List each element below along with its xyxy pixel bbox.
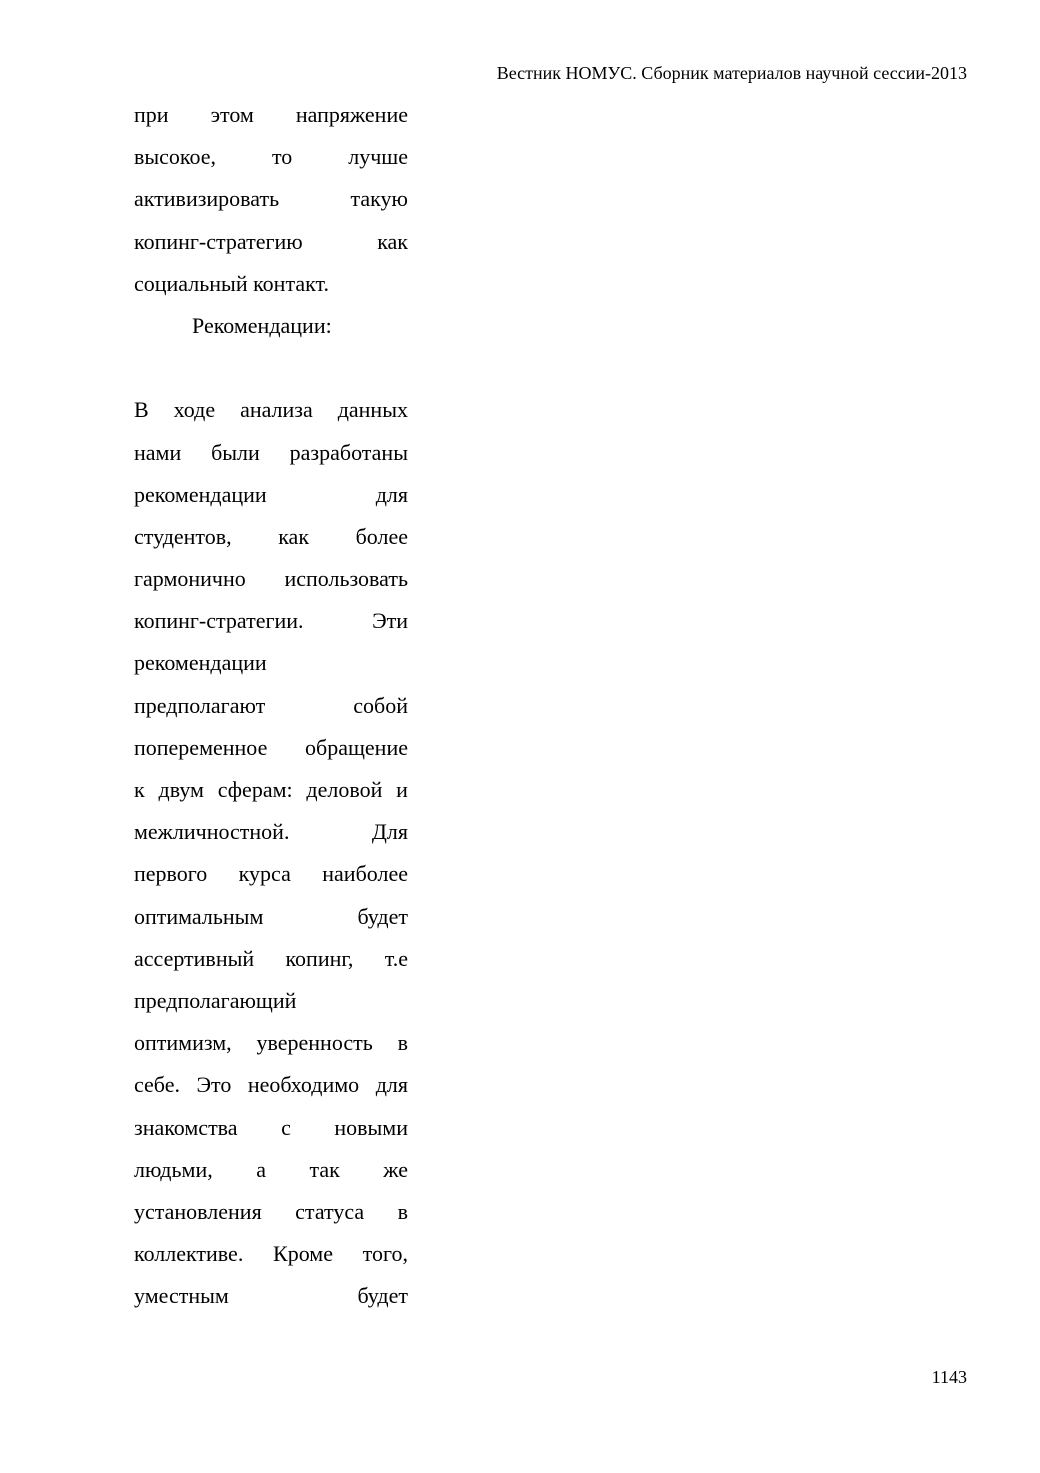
word: оптимизм, <box>134 1030 232 1056</box>
text-line <box>134 1064 408 1106</box>
text-line <box>134 432 408 474</box>
word: Эти <box>372 608 408 634</box>
word: В <box>134 397 149 423</box>
word: того, <box>362 1241 408 1267</box>
text-line <box>134 136 408 178</box>
word: этом <box>210 102 254 127</box>
word: первого <box>134 861 208 887</box>
word: разработаны <box>289 439 408 465</box>
word: гармонично <box>134 566 246 592</box>
text-line <box>134 938 408 980</box>
word: наиболее <box>322 861 408 887</box>
word: попеременное <box>134 734 268 760</box>
word: лучше <box>348 144 408 170</box>
word: уверенность <box>256 1030 373 1056</box>
word: новыми <box>334 1114 408 1140</box>
word: собой <box>353 692 408 718</box>
word: Это <box>196 1072 232 1098</box>
text-line <box>134 516 408 558</box>
word: т.е <box>384 945 408 971</box>
text-line <box>134 685 408 727</box>
word: установления <box>134 1198 262 1224</box>
word: как <box>377 228 408 254</box>
paragraph-gap <box>134 347 408 389</box>
text-line <box>134 263 408 305</box>
text-line <box>134 1022 408 1064</box>
text-column <box>134 94 408 1317</box>
word: обращение <box>305 734 408 760</box>
text-line <box>134 1149 408 1191</box>
word: были <box>211 439 260 465</box>
word: оптимальным <box>134 903 264 929</box>
word: к <box>134 777 145 802</box>
word: использовать <box>284 566 408 592</box>
text-line <box>134 1107 408 1149</box>
word: то <box>271 144 293 170</box>
running-header: Вестник НОМУС. Сборник материалов научной сессии-2013 <box>496 63 967 83</box>
word: копинг-стратегию <box>134 228 303 254</box>
text-line <box>134 474 408 516</box>
word: ходе <box>173 397 216 423</box>
word: более <box>355 523 408 549</box>
word: рекомендации <box>134 481 267 507</box>
word: курса <box>238 861 291 887</box>
word: сферам: <box>217 777 293 802</box>
word: как <box>278 523 310 549</box>
word: предполагают <box>134 692 266 718</box>
paragraph-recommendations <box>134 389 408 1317</box>
text-line <box>134 1233 408 1275</box>
word: данных <box>337 397 408 423</box>
word: для <box>375 481 408 507</box>
word: уместным <box>134 1283 229 1309</box>
word: в <box>397 1198 408 1224</box>
word: социальный контакт. <box>134 270 329 296</box>
text-line <box>134 389 408 431</box>
text-line <box>134 896 408 938</box>
word: при <box>134 102 169 127</box>
word: нами <box>134 439 182 465</box>
text-line <box>134 94 408 136</box>
word: с <box>281 1114 291 1140</box>
word: копинг, <box>285 945 354 971</box>
word: напряжение <box>295 102 408 127</box>
word: двум <box>158 777 204 802</box>
word: будет <box>357 1283 408 1309</box>
word: такую <box>350 186 408 212</box>
word: деловой <box>306 777 383 802</box>
text-line <box>134 1275 408 1317</box>
word: будет <box>357 903 408 929</box>
word: же <box>383 1156 408 1182</box>
word: коллективе. <box>134 1241 244 1267</box>
word: межличностной. <box>134 819 290 845</box>
word: себе. <box>134 1072 180 1098</box>
word: анализа <box>240 397 313 423</box>
text-line <box>134 642 408 684</box>
recommendations-heading: Рекомендации: <box>192 312 332 338</box>
word: активизировать <box>134 186 280 212</box>
word: рекомендации <box>134 650 267 676</box>
text-line <box>134 853 408 895</box>
word: и <box>396 777 408 802</box>
word: ассертивный <box>134 945 255 971</box>
word: студентов, <box>134 523 232 549</box>
word: Для <box>371 819 408 845</box>
paragraph-closing-conclusion <box>134 94 408 305</box>
text-line <box>134 769 408 811</box>
word: необходимо <box>247 1072 360 1098</box>
text-line <box>134 1191 408 1233</box>
text-line <box>134 178 408 220</box>
word: для <box>375 1072 408 1098</box>
word: Кроме <box>273 1241 333 1267</box>
word: предполагающий <box>134 987 297 1013</box>
word: так <box>309 1156 340 1182</box>
text-line <box>134 558 408 600</box>
word: в <box>397 1030 408 1056</box>
word: статуса <box>295 1198 365 1224</box>
word: высокое, <box>134 144 217 170</box>
text-line <box>134 727 408 769</box>
word: копинг-стратегии. <box>134 608 304 634</box>
text-line <box>134 221 408 263</box>
text-line <box>134 600 408 642</box>
text-line <box>134 980 408 1022</box>
page-number: 1143 <box>931 1367 967 1387</box>
word: людьми, <box>134 1156 213 1182</box>
text-line <box>134 811 408 853</box>
word: знакомства <box>134 1114 238 1140</box>
word: а <box>256 1156 266 1182</box>
